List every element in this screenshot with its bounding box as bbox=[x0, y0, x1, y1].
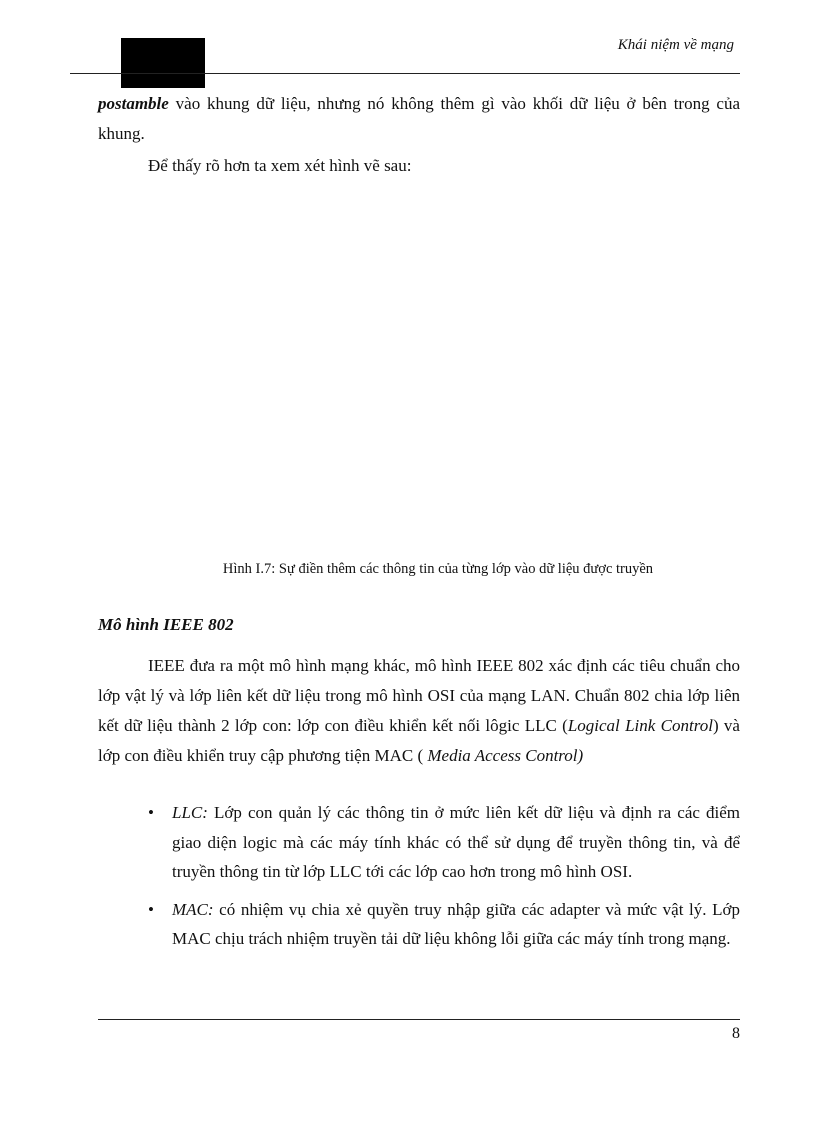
ieee-text-b: ) và lớp con điều khiển truy cập phương tiện MAC ( bbox=[98, 716, 740, 765]
list-item-term: LLC: bbox=[172, 803, 208, 822]
running-header-title: Khái niệm về mạng bbox=[617, 37, 734, 53]
bullet-icon: • bbox=[148, 803, 154, 822]
figure-caption-text: Hình I.7: Sự điền thêm các thông tin của từng lớp vào dữ liệu được truyền bbox=[222, 561, 654, 577]
paragraph-ieee-802 bbox=[98, 651, 740, 771]
term-postamble: postamble bbox=[98, 94, 169, 113]
footer-rule bbox=[98, 1019, 740, 1020]
section-heading: Mô hình IEEE 802 bbox=[98, 615, 234, 634]
list-item-llc bbox=[148, 798, 740, 887]
paragraph-figure-intro: Để thấy rõ hơn ta xem xét hình vẽ sau: bbox=[148, 156, 412, 175]
mac-expansion: Media Access Control) bbox=[427, 746, 584, 765]
llc-expansion: Logical Link Control bbox=[567, 716, 713, 735]
list-item-text: Lớp con quản lý các thông tin ở mức liên kết dữ liệu và định ra các điểm giao diện logic mà các máy tính khác có thể sử dụng để truyền thông tin, và để truyền thông tin từ lớp LLC tới các lớp cao hơn trong mô hình OSI. bbox=[172, 803, 740, 881]
paragraph-postamble bbox=[98, 89, 740, 149]
figure-placeholder bbox=[98, 190, 740, 550]
paragraph-postamble-text: vào khung dữ liệu, nhưng nó không thêm gì vào khối dữ liệu ở bên trong của khung. bbox=[98, 94, 740, 143]
page-number: 8 bbox=[732, 1025, 740, 1042]
figure-caption bbox=[0, 561, 816, 578]
header-rule bbox=[70, 73, 740, 74]
list-item-mac bbox=[148, 895, 740, 954]
header-black-box bbox=[121, 38, 205, 88]
ieee-text-a: IEEE đưa ra một mô hình mạng khác, mô hình IEEE 802 xác định các tiêu chuẩn cho lớp vật lý và lớp liên kết dữ liệu trong mô hình OSI của mạng LAN. Chuẩn 802 chia lớp liên kết dữ liệu thành 2 lớp con: lớp con điều khiển kết nối lôgic LLC ( bbox=[98, 656, 740, 735]
list-item-text: có nhiệm vụ chia xẻ quyền truy nhập giữa các adapter và mức vật lý. Lớp MAC chịu trách nhiệm truyền tải dữ liệu không lỗi giữa các máy tính trong mạng. bbox=[172, 899, 740, 948]
bullet-icon: • bbox=[148, 899, 154, 919]
sublayer-list bbox=[148, 798, 740, 962]
list-item-term: MAC: bbox=[172, 899, 214, 919]
